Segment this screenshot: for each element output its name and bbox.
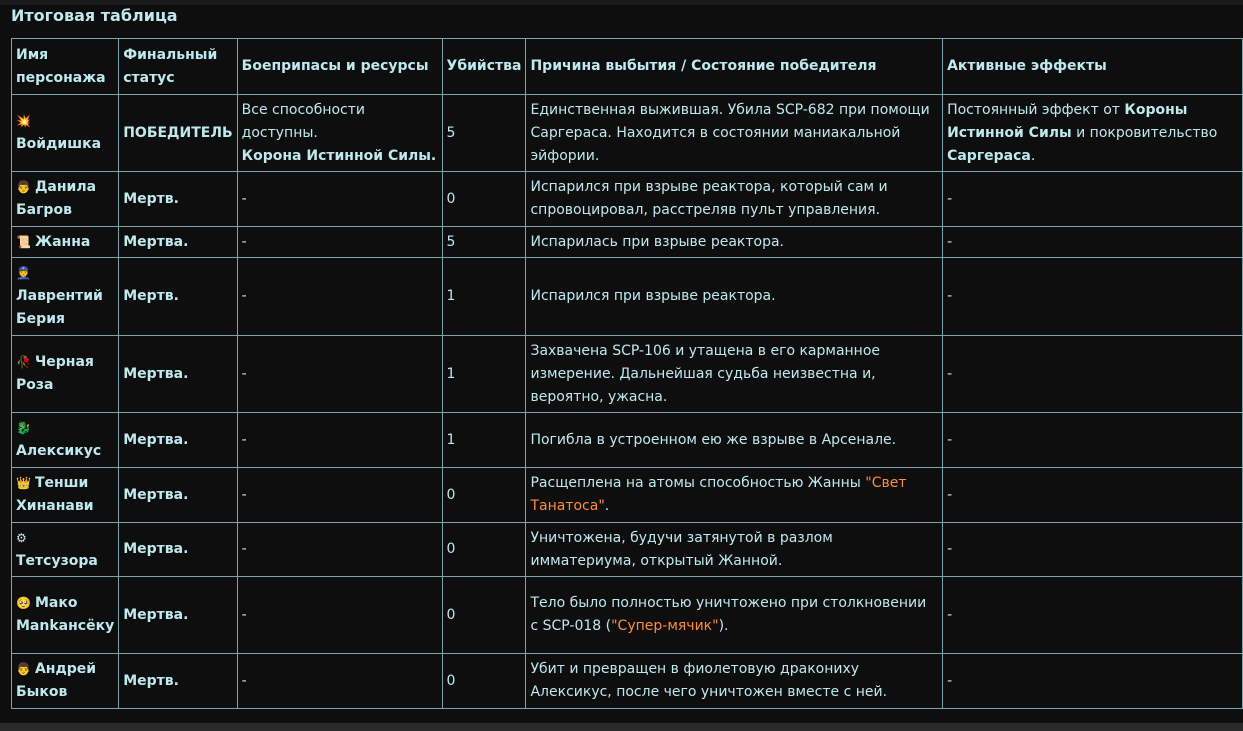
table-row (12, 95, 1243, 172)
effects-cell: - (943, 227, 1243, 258)
character-name: Данила Багров (16, 179, 97, 218)
results-table (11, 38, 1243, 709)
character-name: Мако Мankансёку (16, 595, 115, 634)
ability-highlight: "Свет Танатоса" (530, 475, 907, 514)
cause-cell: Уничтожена, будучи затянутой в разлом имматериума, открытый Жанной. (526, 523, 943, 577)
effects-cell: - (943, 654, 1243, 709)
character-name-cell (12, 172, 119, 227)
status-cell: Мертва. (119, 468, 237, 523)
character-name-cell (12, 523, 119, 577)
status-cell: Мертва. (119, 227, 237, 258)
character-name-cell (12, 577, 119, 654)
kills-cell: 5 (442, 95, 526, 172)
character-name-cell (12, 413, 119, 468)
character-name: Андрей Быков (16, 661, 97, 700)
explosion-icon: 💥 (16, 114, 31, 128)
table-header-row (12, 39, 1243, 95)
cause-text: Тело было полностью уничтожено при столкновении с SCP-018 ( (530, 595, 927, 634)
status-cell: Мертва. (119, 577, 237, 654)
crown-icon: 👑 (16, 476, 31, 490)
page-title: Итоговая таблица (11, 6, 178, 25)
cause-text: ). (718, 618, 729, 634)
kills-cell: 0 (442, 172, 526, 227)
effects-cell: - (943, 523, 1243, 577)
table-row (12, 258, 1243, 336)
character-name-cell (12, 227, 119, 258)
police-officer-icon: 👮 (16, 266, 31, 280)
header-cause: Причина выбытия / Состояние победителя (526, 39, 943, 95)
character-name: Черная Роза (16, 354, 94, 393)
kills-cell: 0 (442, 523, 526, 577)
kills-cell: 0 (442, 577, 526, 654)
character-name: Жанна (34, 233, 91, 250)
header-effects: Активные эффекты (943, 39, 1243, 95)
character-name-cell (12, 336, 119, 413)
cause-cell: Погибла в устроенном ею же взрыве в Арсенале. (526, 413, 943, 468)
cause-cell (526, 468, 943, 523)
effects-cell: - (943, 468, 1243, 523)
character-name: Тетсузора (16, 552, 98, 569)
scp-highlight: "Супер-мячик" (611, 618, 719, 634)
effects-bold-sargeras: Саргераса (947, 147, 1031, 164)
wilted-rose-icon: 🥀 (16, 355, 31, 369)
header-kills: Убийства (442, 39, 526, 95)
bottom-scroll-strip (0, 723, 1243, 731)
ammo-cell: - (237, 654, 442, 709)
kills-cell: 0 (442, 468, 526, 523)
character-name-cell (12, 654, 119, 709)
cause-cell: Испарился при взрыве реактора, который сам и спровоцировал, расстреляв пульт управления. (526, 172, 943, 227)
ammo-cell: - (237, 227, 442, 258)
effects-cell: - (943, 413, 1243, 468)
cause-cell: Испарился при взрыве реактора. (526, 258, 943, 336)
cause-text: Расщеплена на атомы способностью Жанны (530, 475, 866, 491)
man-icon: 👨 (16, 662, 31, 676)
character-name: Лаврентий Берия (16, 288, 103, 327)
effects-text: и покровительство (1071, 124, 1218, 141)
ammo-cell: - (237, 577, 442, 654)
dragon-icon: 🐉 (16, 421, 31, 435)
character-name: Тенши Хинанави (16, 475, 94, 514)
cause-cell: Единственная выжившая. Убила SCP-682 при помощи Саргераса. Находится в состоянии маниакальной эйфории. (526, 95, 943, 172)
status-cell: Мертва. (119, 336, 237, 413)
header-ammo: Боеприпасы и ресурсы (237, 39, 442, 95)
kills-cell: 1 (442, 336, 526, 413)
table-row (12, 172, 1243, 227)
ammo-cell: - (237, 336, 442, 413)
status-cell: Мертв. (119, 258, 237, 336)
table-row (12, 336, 1243, 413)
character-name-cell (12, 95, 119, 172)
cause-cell (526, 577, 943, 654)
top-toolbar-strip (0, 0, 1243, 5)
ammo-cell: - (237, 413, 442, 468)
kills-cell: 5 (442, 227, 526, 258)
effects-cell: - (943, 172, 1243, 227)
gear-icon: ⚙ (16, 530, 27, 545)
status-cell: Мертв. (119, 654, 237, 709)
table-row (12, 468, 1243, 523)
kills-cell: 1 (442, 413, 526, 468)
effects-cell: - (943, 336, 1243, 413)
table-row (12, 654, 1243, 709)
effects-cell: - (943, 577, 1243, 654)
status-cell: Мертв. (119, 172, 237, 227)
ammo-cell (237, 95, 442, 172)
table-row (12, 413, 1243, 468)
ammo-cell: - (237, 523, 442, 577)
character-name: Войдишка (16, 136, 102, 152)
table-row (12, 523, 1243, 577)
cause-cell: Испарилась при взрыве реактора. (526, 227, 943, 258)
effects-text: Постоянный эффект от (947, 101, 1125, 118)
effects-cell: - (943, 258, 1243, 336)
header-name: Имя персонажа (12, 39, 119, 95)
cause-cell: Убит и превращен в фиолетовую дракониху Алексикус, после чего уничтожен вместе с ней. (526, 654, 943, 709)
ammo-highlight: Корона Истинной Силы. (241, 147, 437, 164)
character-name: Алексикус (16, 443, 102, 459)
scroll-icon: 📜 (16, 234, 31, 249)
ammo-cell: - (237, 468, 442, 523)
status-cell: ПОБЕДИТЕЛЬ (119, 95, 237, 172)
cause-cell: Захвачена SCP-106 и утащена в его карманное измерение. Дальнейшая судьба неизвестна и, вероятно, ужасна. (526, 336, 943, 413)
ammo-text: Все способности доступны. (241, 101, 366, 141)
character-name-cell (12, 468, 119, 523)
character-name-cell (12, 258, 119, 336)
pleading-face-icon: 🥺 (16, 596, 31, 610)
table-row (12, 227, 1243, 258)
effects-cell (943, 95, 1243, 172)
effects-text: . (1030, 147, 1036, 164)
header-status: Финальный статус (119, 39, 237, 95)
cause-text: . (604, 498, 610, 514)
kills-cell: 0 (442, 654, 526, 709)
ammo-cell: - (237, 258, 442, 336)
man-icon: 👨 (16, 180, 31, 194)
table-row (12, 577, 1243, 654)
status-cell: Мертва. (119, 523, 237, 577)
kills-cell: 1 (442, 258, 526, 336)
ammo-cell: - (237, 172, 442, 227)
status-cell: Мертва. (119, 413, 237, 468)
effects-bold-crown: Короны Истинной Силы (947, 101, 1188, 141)
